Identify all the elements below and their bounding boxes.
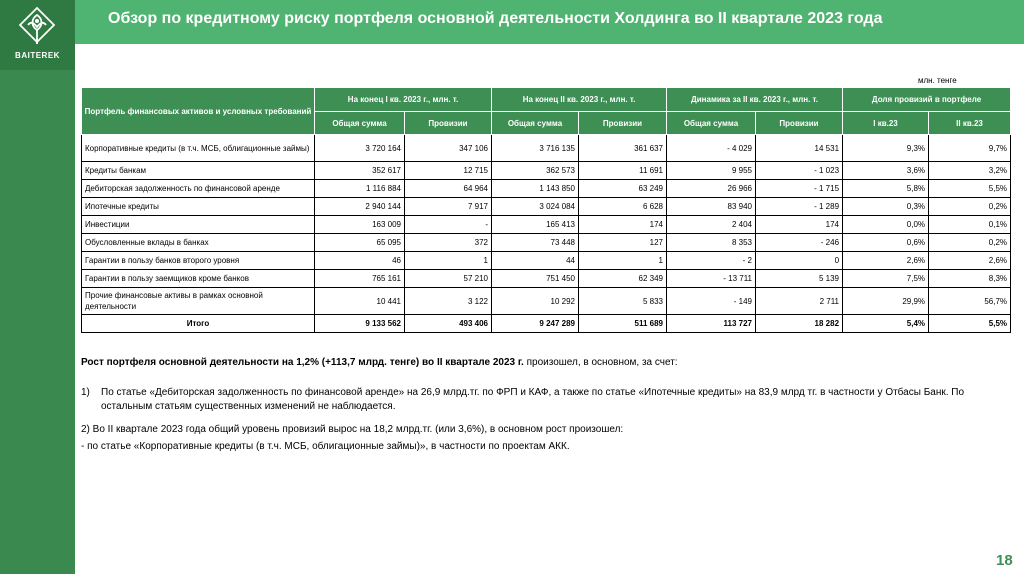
subheader-dynamics-provisions: Провизии [756,112,843,135]
total-share-q1: 5,4% [843,315,929,333]
cell-dynamics-total: 26 966 [667,180,756,198]
cell-share-q2: 0,2% [929,198,1011,216]
cell-q1-total: 765 161 [315,270,405,288]
table-row [82,252,1011,270]
cell-dynamics-total: - 13 711 [667,270,756,288]
table-row [82,270,1011,288]
cell-q2-provisions: 127 [579,234,667,252]
total-dynamics-total: 113 727 [667,315,756,333]
cell-q1-provisions: 57 210 [405,270,492,288]
units-note: млн. тенге [918,76,957,85]
row-label: Прочие финансовые активы в рамках основной деятельности [82,288,315,315]
cell-q2-total: 10 292 [492,288,579,315]
row-label: Ипотечные кредиты [82,198,315,216]
cell-share-q1: 2,6% [843,252,929,270]
cell-q2-provisions: 6 628 [579,198,667,216]
row-label: Дебиторская задолженность по финансовой аренде [82,180,315,198]
cell-q2-provisions: 5 833 [579,288,667,315]
brand-logo [0,0,75,70]
cell-q1-total: 10 441 [315,288,405,315]
cell-q2-total: 362 573 [492,162,579,180]
cell-q1-provisions: 372 [405,234,492,252]
credit-risk-table [81,87,1011,333]
summary-point-2: 2) Во II квартале 2023 года общий уровень провизий вырос на 18,2 млрд.тг. (или 3,6%), в основном рост произошел: [81,424,624,435]
cell-q2-total: 73 448 [492,234,579,252]
total-q1-total: 9 133 562 [315,315,405,333]
cell-q1-provisions: 64 964 [405,180,492,198]
header-portfolio: Портфель финансовых активов и условных требований [82,88,315,135]
subheader-q2-total: Общая сумма [492,112,579,135]
cell-share-q2: 3,2% [929,162,1011,180]
total-label: Итого [82,315,315,333]
subheader-q1-total: Общая сумма [315,112,405,135]
total-row [82,315,1011,333]
cell-dynamics-total: 9 955 [667,162,756,180]
cell-dynamics-provisions: 14 531 [756,135,843,162]
row-label: Инвестиции [82,216,315,234]
row-label: Корпоративные кредиты (в т.ч. МСБ, облигационные займы) [82,135,315,162]
brand-name: BAITEREK [15,51,60,60]
summary-lead [81,356,1001,370]
page-title: Обзор по кредитному риску портфеля основной деятельности Холдинга во II квартале 2023 года [108,10,883,27]
cell-q2-total: 44 [492,252,579,270]
table-row [82,162,1011,180]
cell-share-q2: 9,7% [929,135,1011,162]
cell-share-q1: 0,3% [843,198,929,216]
cell-q1-provisions: - [405,216,492,234]
header-q2-end: На конец II кв. 2023 г., млн. т. [492,88,667,112]
summary-text [81,356,1001,454]
table-row [82,216,1011,234]
cell-share-q2: 2,6% [929,252,1011,270]
total-share-q2: 5,5% [929,315,1011,333]
cell-share-q2: 0,1% [929,216,1011,234]
cell-dynamics-total: - 149 [667,288,756,315]
cell-share-q1: 0,6% [843,234,929,252]
header-q1-end: На конец I кв. 2023 г., млн. т. [315,88,492,112]
cell-q2-total: 1 143 850 [492,180,579,198]
total-q2-total: 9 247 289 [492,315,579,333]
cell-q1-total: 65 095 [315,234,405,252]
cell-share-q1: 0,0% [843,216,929,234]
cell-q2-provisions: 174 [579,216,667,234]
cell-dynamics-total: - 2 [667,252,756,270]
cell-q1-total: 352 617 [315,162,405,180]
cell-q2-total: 3 716 135 [492,135,579,162]
subheader-dynamics-total: Общая сумма [667,112,756,135]
cell-share-q1: 29,9% [843,288,929,315]
subheader-q2-provisions: Провизии [579,112,667,135]
cell-dynamics-provisions: - 1 023 [756,162,843,180]
cell-q1-provisions: 12 715 [405,162,492,180]
cell-dynamics-provisions: - 1 715 [756,180,843,198]
table-row [82,234,1011,252]
cell-share-q1: 9,3% [843,135,929,162]
point-1-number: 1) [81,387,90,398]
cell-share-q1: 7,5% [843,270,929,288]
total-q2-provisions: 511 689 [579,315,667,333]
cell-share-q2: 0,2% [929,234,1011,252]
cell-q2-provisions: 1 [579,252,667,270]
subheader-share-q2: II кв.23 [929,112,1011,135]
subheader-q1-provisions: Провизии [405,112,492,135]
cell-share-q2: 8,3% [929,270,1011,288]
header-dynamics: Динамика за II кв. 2023 г., млн. т. [667,88,843,112]
table-row [82,198,1011,216]
cell-share-q2: 56,7% [929,288,1011,315]
cell-q1-total: 46 [315,252,405,270]
cell-share-q1: 3,6% [843,162,929,180]
left-band [0,0,75,574]
page-number: 18 [996,552,1013,569]
cell-q1-provisions: 3 122 [405,288,492,315]
cell-dynamics-provisions: 2 711 [756,288,843,315]
cell-q1-provisions: 347 106 [405,135,492,162]
cell-q2-provisions: 11 691 [579,162,667,180]
cell-dynamics-provisions: - 246 [756,234,843,252]
cell-q1-total: 163 009 [315,216,405,234]
table-row [82,135,1011,162]
cell-dynamics-provisions: 5 139 [756,270,843,288]
summary-point-1 [81,386,1001,414]
cell-q1-total: 3 720 164 [315,135,405,162]
header-provision-share: Доля провизий в портфеле [843,88,1011,112]
summary-point-2-sub: - по статье «Корпоративные кредиты (в т.ч. МСБ, облигационные займы)», в частности по проектам АКК. [81,441,570,452]
subheader-share-q1: I кв.23 [843,112,929,135]
cell-dynamics-total: 83 940 [667,198,756,216]
cell-q2-total: 751 450 [492,270,579,288]
row-label: Кредиты банкам [82,162,315,180]
cell-q2-total: 3 024 084 [492,198,579,216]
cell-dynamics-total: 2 404 [667,216,756,234]
cell-dynamics-provisions: 174 [756,216,843,234]
point-1-text: По статье «Дебиторская задолженность по финансовой аренде» на 26,9 млрд.тг. по ФРП и КАФ, а также по статье «Ипотечные кредиты» на 83,9 млрд тг. в частности у Отбасы Банк. По остальным статьям существенных изменений не наблюдается. [101,387,965,412]
cell-share-q1: 5,8% [843,180,929,198]
cell-q1-total: 1 116 884 [315,180,405,198]
total-dynamics-provisions: 18 282 [756,315,843,333]
cell-q2-provisions: 361 637 [579,135,667,162]
summary-lead-rest: произошел, в основном, за счет: [523,357,678,368]
cell-share-q2: 5,5% [929,180,1011,198]
cell-dynamics-total: 8 353 [667,234,756,252]
cell-q2-provisions: 63 249 [579,180,667,198]
cell-q2-provisions: 62 349 [579,270,667,288]
cell-dynamics-total: - 4 029 [667,135,756,162]
cell-q1-total: 2 940 144 [315,198,405,216]
baiterek-tree-icon [14,4,60,50]
cell-q2-total: 165 413 [492,216,579,234]
cell-dynamics-provisions: - 1 289 [756,198,843,216]
cell-q1-provisions: 1 [405,252,492,270]
row-label: Гарантии в пользу банков второго уровня [82,252,315,270]
total-q1-provisions: 493 406 [405,315,492,333]
summary-lead-bold: Рост портфеля основной деятельности на 1,2% (+113,7 млрд. тенге) во II квартале 2023 г. [81,357,524,368]
table-row [82,288,1011,315]
cell-dynamics-provisions: 0 [756,252,843,270]
cell-q1-provisions: 7 917 [405,198,492,216]
row-label: Обусловленные вклады в банках [82,234,315,252]
table-row [82,180,1011,198]
row-label: Гарантии в пользу заемщиков кроме банков [82,270,315,288]
